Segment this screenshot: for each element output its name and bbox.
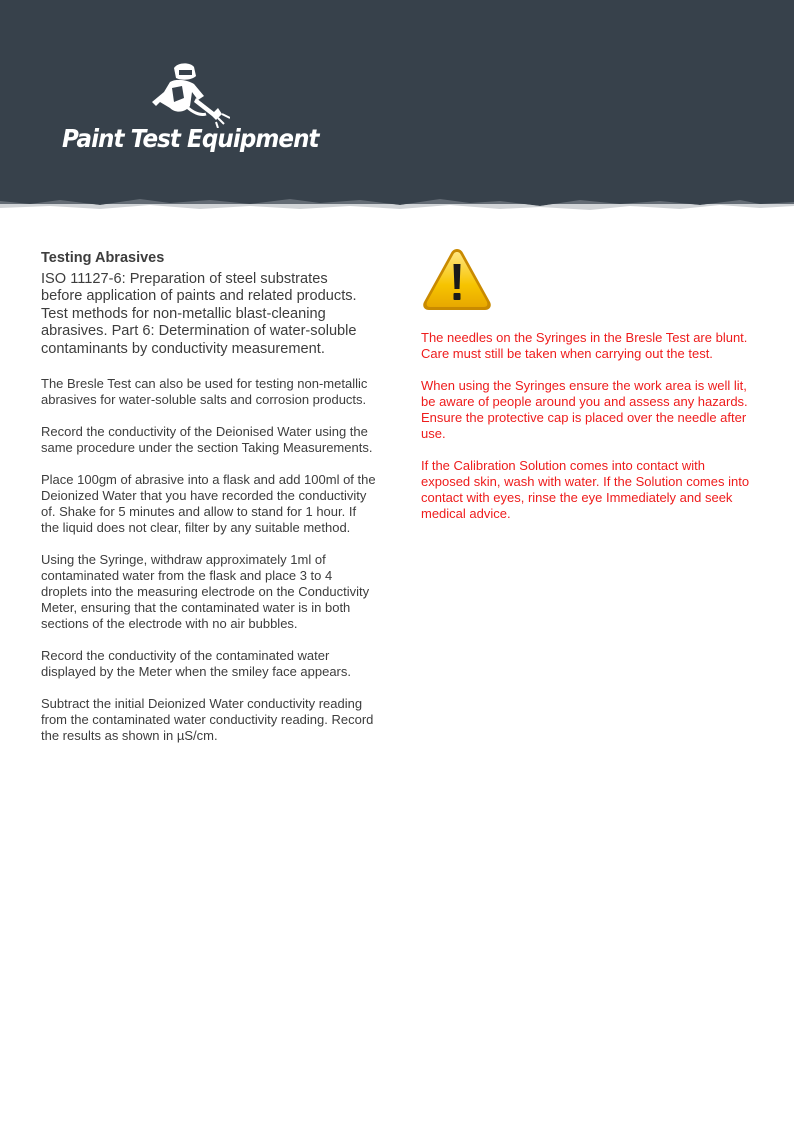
paragraph: Place 100gm of abrasive into a flask and add 100ml of the Deionized Water that you have recorded the conductivity of. Shake for 5 minutes and allow to stand for 1 hour. If the liquid does not clear, filter by any suitable method. [41,472,376,536]
warning-text: The needles on the Syringes in the Bresle Test are blunt. Care must still be taken when carrying out the test. [421,330,748,361]
paragraph: Using the Syringe, withdraw approximately 1ml of contaminated water from the flask and place 3 to 4 droplets into the measuring electrode on the Conductivity Meter, ensuring that the contaminated water is in both sections of the electrode with no air bubbles. [41,552,370,632]
section-heading: Testing Abrasives [41,250,165,266]
paragraph: The Bresle Test can also be used for testing non-metallic abrasives for water-soluble salts and corrosion products. [41,376,368,408]
page-header [0,0,794,204]
torn-edge-divider [0,194,794,214]
warning-text: When using the Syringes ensure the work area is well lit, be aware of people around you and assess any hazards. Ensure the protective cap is placed over the needle after use. [421,378,748,441]
warning-icon [421,246,493,312]
paragraph: Record the conductivity of the contaminated water displayed by the Meter when the smiley face appears. [41,648,352,680]
standard-reference: ISO 11127-6: Preparation of steel substrates before application of paints and related products. Test methods for non-metallic blast-cleaning abrasives. Part 6: Determination of water-soluble contaminants by conductivity measurement. [41,271,357,357]
paragraph: Record the conductivity of the Deionised Water using the same procedure under the section Taking Measurements. [41,424,373,456]
brand-logo [62,62,322,162]
abrasives-testing-section [41,249,381,744]
paragraph: Subtract the initial Deionized Water conductivity reading from the contaminated water conductivity reading. Record the results as shown in µS/cm. [41,696,374,744]
brand-name: Paint Test Equipment [62,124,319,153]
warning-text: If the Calibration Solution comes into contact with exposed skin, wash with water. If the Solution comes into contact with eyes, rinse the eye Immediately and seek medical advice. [421,458,750,521]
safety-warnings-section [421,246,761,522]
blast-cleaning-operator-icon [152,62,230,128]
